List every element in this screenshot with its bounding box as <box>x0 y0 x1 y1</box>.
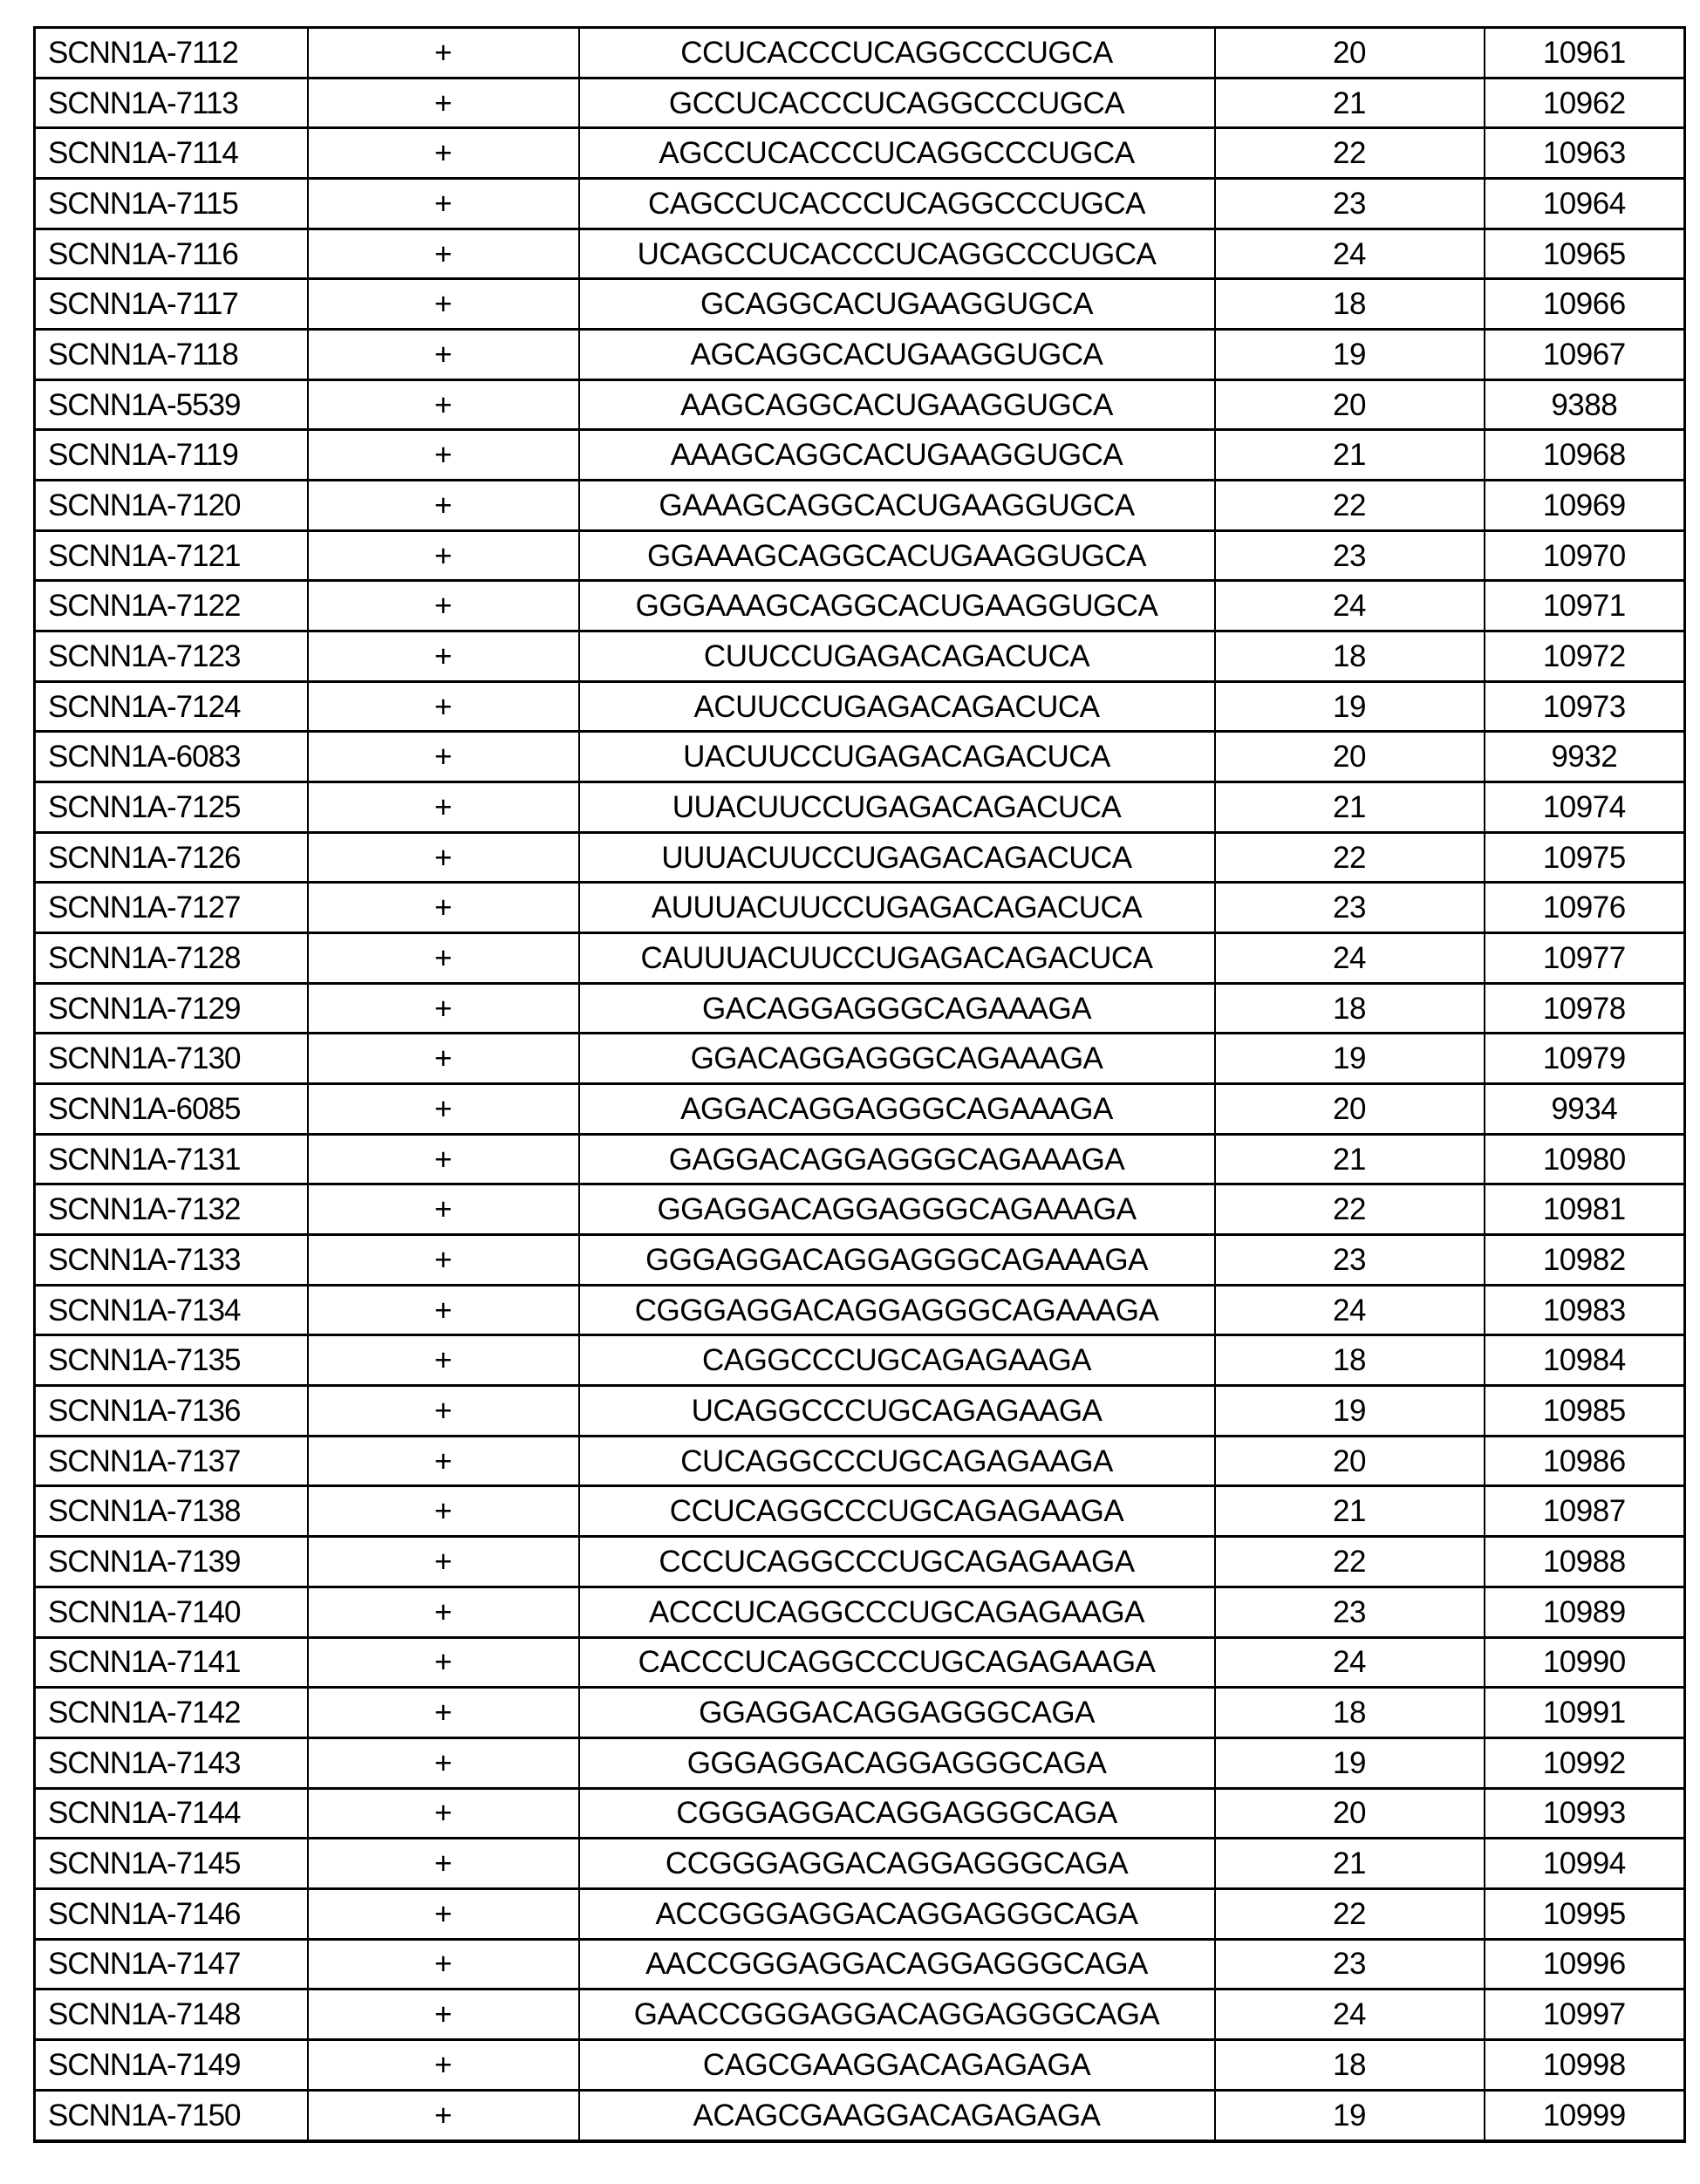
oligo-sequence-table <box>33 26 1686 2143</box>
sequence-cell: AGCCUCACCCUCAGGCCCUGCA <box>579 128 1215 179</box>
table-row <box>35 1839 1685 1889</box>
strand-cell: + <box>308 933 579 984</box>
seq-id-cell: 10988 <box>1485 1537 1685 1587</box>
table-row <box>35 1688 1685 1738</box>
table-row <box>35 1285 1685 1335</box>
seq-id-cell: 10961 <box>1485 28 1685 78</box>
oligo-name-cell: SCNN1A-7142 <box>35 1688 308 1738</box>
oligo-name-cell: SCNN1A-7139 <box>35 1537 308 1587</box>
strand-cell: + <box>308 481 579 531</box>
length-cell: 24 <box>1215 581 1485 631</box>
table-row <box>35 832 1685 883</box>
length-cell: 20 <box>1215 28 1485 78</box>
oligo-name-cell: SCNN1A-7135 <box>35 1335 308 1386</box>
seq-id-cell: 10982 <box>1485 1235 1685 1286</box>
seq-id-cell: 10980 <box>1485 1134 1685 1184</box>
length-cell: 19 <box>1215 1386 1485 1437</box>
oligo-name-cell: SCNN1A-6083 <box>35 732 308 782</box>
oligo-name-cell: SCNN1A-5539 <box>35 379 308 430</box>
strand-cell: + <box>308 530 579 581</box>
sequence-cell: UACUUCCUGAGACAGACUCA <box>579 732 1215 782</box>
seq-id-cell: 10967 <box>1485 330 1685 380</box>
strand-cell: + <box>308 2039 579 2090</box>
table-row <box>35 1939 1685 1989</box>
sequence-cell: UCAGGCCCUGCAGAGAAGA <box>579 1386 1215 1437</box>
seq-id-cell: 10985 <box>1485 1386 1685 1437</box>
strand-cell: + <box>308 983 579 1034</box>
seq-id-cell: 10963 <box>1485 128 1685 179</box>
sequence-cell: GAAAGCAGGCACUGAAGGUGCA <box>579 481 1215 531</box>
oligo-name-cell: SCNN1A-7113 <box>35 78 308 128</box>
length-cell: 18 <box>1215 631 1485 682</box>
table-row <box>35 179 1685 229</box>
sequence-cell: CCUCACCCUCAGGCCCUGCA <box>579 28 1215 78</box>
strand-cell: + <box>308 1034 579 1084</box>
strand-cell: + <box>308 229 579 279</box>
sequence-cell: CGGGAGGACAGGAGGGCAGA <box>579 1788 1215 1839</box>
table-row <box>35 1235 1685 1286</box>
seq-id-cell: 10981 <box>1485 1184 1685 1235</box>
strand-cell: + <box>308 1839 579 1889</box>
length-cell: 19 <box>1215 1034 1485 1084</box>
strand-cell: + <box>308 1737 579 1788</box>
sequence-cell: GACAGGAGGGCAGAAAGA <box>579 983 1215 1034</box>
oligo-name-cell: SCNN1A-7112 <box>35 28 308 78</box>
length-cell: 22 <box>1215 1184 1485 1235</box>
strand-cell: + <box>308 681 579 732</box>
strand-cell: + <box>308 1235 579 1286</box>
seq-id-cell: 10965 <box>1485 229 1685 279</box>
strand-cell: + <box>308 279 579 330</box>
sequence-cell: CAGGCCCUGCAGAGAAGA <box>579 1335 1215 1386</box>
strand-cell: + <box>308 732 579 782</box>
sequence-cell: GGAAAGCAGGCACUGAAGGUGCA <box>579 530 1215 581</box>
sequence-cell: GGAGGACAGGAGGGCAGAAAGA <box>579 1184 1215 1235</box>
oligo-name-cell: SCNN1A-7128 <box>35 933 308 984</box>
seq-id-cell: 10971 <box>1485 581 1685 631</box>
length-cell: 18 <box>1215 1335 1485 1386</box>
length-cell: 18 <box>1215 983 1485 1034</box>
seq-id-cell: 10969 <box>1485 481 1685 531</box>
sequence-cell: GGAGGACAGGAGGGCAGA <box>579 1688 1215 1738</box>
seq-id-cell: 9934 <box>1485 1084 1685 1135</box>
oligo-name-cell: SCNN1A-7120 <box>35 481 308 531</box>
table-row <box>35 1335 1685 1386</box>
length-cell: 23 <box>1215 883 1485 933</box>
table-row <box>35 78 1685 128</box>
sequence-cell: GGGAGGACAGGAGGGCAGA <box>579 1737 1215 1788</box>
length-cell: 19 <box>1215 2090 1485 2141</box>
oligo-name-cell: SCNN1A-7141 <box>35 1637 308 1688</box>
oligo-name-cell: SCNN1A-7134 <box>35 1285 308 1335</box>
strand-cell: + <box>308 1486 579 1537</box>
length-cell: 18 <box>1215 279 1485 330</box>
table-row <box>35 1888 1685 1939</box>
oligo-name-cell: SCNN1A-6085 <box>35 1084 308 1135</box>
sequence-cell: GCCUCACCCUCAGGCCCUGCA <box>579 78 1215 128</box>
sequence-cell: GGGAAAGCAGGCACUGAAGGUGCA <box>579 581 1215 631</box>
oligo-name-cell: SCNN1A-7140 <box>35 1587 308 1637</box>
sequence-cell: AGCAGGCACUGAAGGUGCA <box>579 330 1215 380</box>
strand-cell: + <box>308 78 579 128</box>
strand-cell: + <box>308 179 579 229</box>
length-cell: 20 <box>1215 732 1485 782</box>
oligo-name-cell: SCNN1A-7130 <box>35 1034 308 1084</box>
oligo-name-cell: SCNN1A-7138 <box>35 1486 308 1537</box>
sequence-cell: UUACUUCCUGAGACAGACUCA <box>579 782 1215 833</box>
length-cell: 22 <box>1215 832 1485 883</box>
strand-cell: + <box>308 1688 579 1738</box>
oligo-name-cell: SCNN1A-7127 <box>35 883 308 933</box>
oligo-name-cell: SCNN1A-7147 <box>35 1939 308 1989</box>
table-row <box>35 530 1685 581</box>
strand-cell: + <box>308 1989 579 2040</box>
table-row <box>35 883 1685 933</box>
length-cell: 21 <box>1215 430 1485 481</box>
table-row <box>35 1989 1685 2040</box>
table-row <box>35 1587 1685 1637</box>
table-row <box>35 1737 1685 1788</box>
table-row <box>35 128 1685 179</box>
oligo-name-cell: SCNN1A-7121 <box>35 530 308 581</box>
table-row <box>35 481 1685 531</box>
sequence-cell: CUUCCUGAGACAGACUCA <box>579 631 1215 682</box>
strand-cell: + <box>308 782 579 833</box>
seq-id-cell: 10998 <box>1485 2039 1685 2090</box>
length-cell: 19 <box>1215 681 1485 732</box>
sequence-cell: CCUCAGGCCCUGCAGAGAAGA <box>579 1486 1215 1537</box>
table-row <box>35 1034 1685 1084</box>
oligo-name-cell: SCNN1A-7116 <box>35 229 308 279</box>
seq-id-cell: 10976 <box>1485 883 1685 933</box>
length-cell: 21 <box>1215 1486 1485 1537</box>
strand-cell: + <box>308 581 579 631</box>
seq-id-cell: 10994 <box>1485 1839 1685 1889</box>
strand-cell: + <box>308 379 579 430</box>
sequence-cell: CAUUUACUUCCUGAGACAGACUCA <box>579 933 1215 984</box>
oligo-name-cell: SCNN1A-7117 <box>35 279 308 330</box>
oligo-name-cell: SCNN1A-7133 <box>35 1235 308 1286</box>
strand-cell: + <box>308 1637 579 1688</box>
length-cell: 20 <box>1215 1788 1485 1839</box>
strand-cell: + <box>308 1788 579 1839</box>
strand-cell: + <box>308 1134 579 1184</box>
oligo-name-cell: SCNN1A-7124 <box>35 681 308 732</box>
strand-cell: + <box>308 1386 579 1437</box>
table-row <box>35 631 1685 682</box>
table-row <box>35 379 1685 430</box>
oligo-name-cell: SCNN1A-7126 <box>35 832 308 883</box>
oligo-name-cell: SCNN1A-7114 <box>35 128 308 179</box>
oligo-name-cell: SCNN1A-7115 <box>35 179 308 229</box>
sequence-cell: GCAGGCACUGAAGGUGCA <box>579 279 1215 330</box>
length-cell: 19 <box>1215 1737 1485 1788</box>
strand-cell: + <box>308 1184 579 1235</box>
table-row <box>35 933 1685 984</box>
oligo-name-cell: SCNN1A-7122 <box>35 581 308 631</box>
seq-id-cell: 10986 <box>1485 1436 1685 1486</box>
table-row <box>35 983 1685 1034</box>
length-cell: 23 <box>1215 1587 1485 1637</box>
seq-id-cell: 10966 <box>1485 279 1685 330</box>
table-row <box>35 1486 1685 1537</box>
oligo-name-cell: SCNN1A-7149 <box>35 2039 308 2090</box>
length-cell: 20 <box>1215 1436 1485 1486</box>
length-cell: 23 <box>1215 1235 1485 1286</box>
length-cell: 19 <box>1215 330 1485 380</box>
oligo-name-cell: SCNN1A-7118 <box>35 330 308 380</box>
sequence-cell: AACCGGGAGGACAGGAGGGCAGA <box>579 1939 1215 1989</box>
oligo-name-cell: SCNN1A-7150 <box>35 2090 308 2141</box>
table-row <box>35 1637 1685 1688</box>
length-cell: 21 <box>1215 78 1485 128</box>
sequence-cell: CGGGAGGACAGGAGGGCAGAAAGA <box>579 1285 1215 1335</box>
length-cell: 23 <box>1215 179 1485 229</box>
length-cell: 20 <box>1215 1084 1485 1135</box>
length-cell: 20 <box>1215 379 1485 430</box>
oligo-name-cell: SCNN1A-7143 <box>35 1737 308 1788</box>
oligo-name-cell: SCNN1A-7123 <box>35 631 308 682</box>
length-cell: 23 <box>1215 1939 1485 1989</box>
seq-id-cell: 10972 <box>1485 631 1685 682</box>
strand-cell: + <box>308 1285 579 1335</box>
seq-id-cell: 10977 <box>1485 933 1685 984</box>
sequence-cell: AAAGCAGGCACUGAAGGUGCA <box>579 430 1215 481</box>
table-row <box>35 1386 1685 1437</box>
strand-cell: + <box>308 1587 579 1637</box>
strand-cell: + <box>308 1939 579 1989</box>
sequence-cell: CCCUCAGGCCCUGCAGAGAAGA <box>579 1537 1215 1587</box>
sequence-cell: GAGGACAGGAGGGCAGAAAGA <box>579 1134 1215 1184</box>
strand-cell: + <box>308 631 579 682</box>
sequence-cell: ACAGCGAAGGACAGAGAGA <box>579 2090 1215 2141</box>
table-row <box>35 28 1685 78</box>
seq-id-cell: 10964 <box>1485 179 1685 229</box>
strand-cell: + <box>308 1084 579 1135</box>
seq-id-cell: 9388 <box>1485 379 1685 430</box>
sequence-cell: CACCCUCAGGCCCUGCAGAGAAGA <box>579 1637 1215 1688</box>
length-cell: 22 <box>1215 1537 1485 1587</box>
length-cell: 21 <box>1215 1839 1485 1889</box>
sequence-cell: GAACCGGGAGGACAGGAGGGCAGA <box>579 1989 1215 2040</box>
seq-id-cell: 10978 <box>1485 983 1685 1034</box>
length-cell: 21 <box>1215 782 1485 833</box>
seq-id-cell: 10995 <box>1485 1888 1685 1939</box>
oligo-name-cell: SCNN1A-7129 <box>35 983 308 1034</box>
oligo-name-cell: SCNN1A-7137 <box>35 1436 308 1486</box>
strand-cell: + <box>308 430 579 481</box>
seq-id-cell: 9932 <box>1485 732 1685 782</box>
oligo-name-cell: SCNN1A-7136 <box>35 1386 308 1437</box>
sequence-cell: AGGACAGGAGGGCAGAAAGA <box>579 1084 1215 1135</box>
length-cell: 22 <box>1215 481 1485 531</box>
table-row <box>35 1436 1685 1486</box>
seq-id-cell: 10996 <box>1485 1939 1685 1989</box>
table-row <box>35 279 1685 330</box>
strand-cell: + <box>308 1537 579 1587</box>
oligo-name-cell: SCNN1A-7132 <box>35 1184 308 1235</box>
table-row <box>35 1788 1685 1839</box>
table-row <box>35 1084 1685 1135</box>
oligo-name-cell: SCNN1A-7119 <box>35 430 308 481</box>
table-row <box>35 581 1685 631</box>
length-cell: 18 <box>1215 2039 1485 2090</box>
length-cell: 24 <box>1215 1989 1485 2040</box>
length-cell: 22 <box>1215 1888 1485 1939</box>
strand-cell: + <box>308 28 579 78</box>
strand-cell: + <box>308 1335 579 1386</box>
table-row <box>35 229 1685 279</box>
strand-cell: + <box>308 330 579 380</box>
sequence-cell: CUCAGGCCCUGCAGAGAAGA <box>579 1436 1215 1486</box>
seq-id-cell: 10987 <box>1485 1486 1685 1537</box>
sequence-cell: GGGAGGACAGGAGGGCAGAAAGA <box>579 1235 1215 1286</box>
seq-id-cell: 10999 <box>1485 2090 1685 2141</box>
sequence-cell: CAGCGAAGGACAGAGAGA <box>579 2039 1215 2090</box>
oligo-name-cell: SCNN1A-7125 <box>35 782 308 833</box>
sequence-cell: UUUACUUCCUGAGACAGACUCA <box>579 832 1215 883</box>
length-cell: 23 <box>1215 530 1485 581</box>
strand-cell: + <box>308 1436 579 1486</box>
table-row <box>35 2039 1685 2090</box>
seq-id-cell: 10992 <box>1485 1737 1685 1788</box>
seq-id-cell: 10962 <box>1485 78 1685 128</box>
oligo-name-cell: SCNN1A-7131 <box>35 1134 308 1184</box>
seq-id-cell: 10991 <box>1485 1688 1685 1738</box>
table-row <box>35 782 1685 833</box>
sequence-cell: AAGCAGGCACUGAAGGUGCA <box>579 379 1215 430</box>
seq-id-cell: 10968 <box>1485 430 1685 481</box>
sequence-cell: UCAGCCUCACCCUCAGGCCCUGCA <box>579 229 1215 279</box>
sequence-cell: AUUUACUUCCUGAGACAGACUCA <box>579 883 1215 933</box>
seq-id-cell: 10997 <box>1485 1989 1685 2040</box>
oligo-name-cell: SCNN1A-7148 <box>35 1989 308 2040</box>
seq-id-cell: 10989 <box>1485 1587 1685 1637</box>
seq-id-cell: 10990 <box>1485 1637 1685 1688</box>
table-row <box>35 732 1685 782</box>
strand-cell: + <box>308 883 579 933</box>
seq-id-cell: 10983 <box>1485 1285 1685 1335</box>
strand-cell: + <box>308 2090 579 2141</box>
length-cell: 18 <box>1215 1688 1485 1738</box>
table-row <box>35 430 1685 481</box>
seq-id-cell: 10975 <box>1485 832 1685 883</box>
strand-cell: + <box>308 832 579 883</box>
length-cell: 24 <box>1215 1637 1485 1688</box>
table-row <box>35 1134 1685 1184</box>
length-cell: 22 <box>1215 128 1485 179</box>
sequence-cell: CCGGGAGGACAGGAGGGCAGA <box>579 1839 1215 1889</box>
length-cell: 24 <box>1215 933 1485 984</box>
seq-id-cell: 10974 <box>1485 782 1685 833</box>
length-cell: 24 <box>1215 229 1485 279</box>
length-cell: 21 <box>1215 1134 1485 1184</box>
sequence-cell: GGACAGGAGGGCAGAAAGA <box>579 1034 1215 1084</box>
seq-id-cell: 10979 <box>1485 1034 1685 1084</box>
seq-id-cell: 10993 <box>1485 1788 1685 1839</box>
sequence-cell: ACCGGGAGGACAGGAGGGCAGA <box>579 1888 1215 1939</box>
table-row <box>35 1537 1685 1587</box>
sequence-cell: CAGCCUCACCCUCAGGCCCUGCA <box>579 179 1215 229</box>
oligo-name-cell: SCNN1A-7146 <box>35 1888 308 1939</box>
seq-id-cell: 10984 <box>1485 1335 1685 1386</box>
sequence-cell: ACUUCCUGAGACAGACUCA <box>579 681 1215 732</box>
length-cell: 24 <box>1215 1285 1485 1335</box>
oligo-name-cell: SCNN1A-7144 <box>35 1788 308 1839</box>
sequence-cell: ACCCUCAGGCCCUGCAGAGAAGA <box>579 1587 1215 1637</box>
table-row <box>35 330 1685 380</box>
table-row <box>35 2090 1685 2141</box>
table-body <box>35 28 1685 2142</box>
table-row <box>35 1184 1685 1235</box>
seq-id-cell: 10970 <box>1485 530 1685 581</box>
table-row <box>35 681 1685 732</box>
seq-id-cell: 10973 <box>1485 681 1685 732</box>
strand-cell: + <box>308 128 579 179</box>
oligo-name-cell: SCNN1A-7145 <box>35 1839 308 1889</box>
strand-cell: + <box>308 1888 579 1939</box>
